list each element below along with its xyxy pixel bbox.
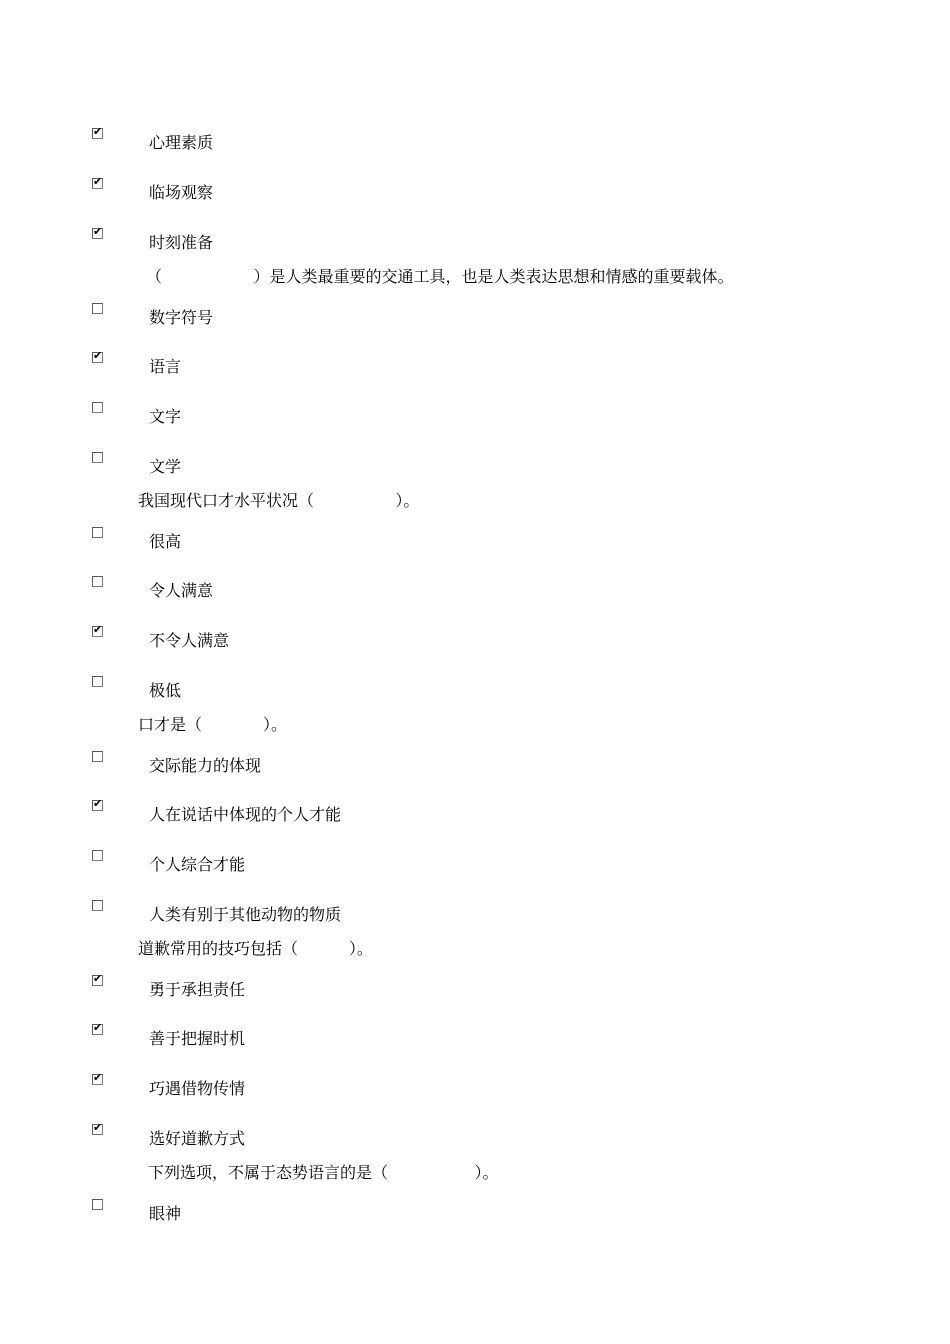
checkbox-unchecked-icon[interactable]	[92, 1199, 103, 1210]
question-text: 下列选项，不属于态势语言的是（ ）。	[148, 1163, 499, 1182]
option-label: 临场观察	[149, 183, 214, 202]
checkbox-checked-icon[interactable]: ✔	[93, 225, 103, 238]
checkbox-checked-icon[interactable]: ✔	[93, 1021, 103, 1034]
option-label: 不令人满意	[149, 631, 230, 650]
checkbox-unchecked-icon[interactable]	[92, 303, 103, 314]
option-row	[0, 1021, 900, 1054]
checkbox-checked-icon[interactable]: ✔	[93, 349, 103, 362]
option-label: 选好道歉方式	[149, 1129, 246, 1148]
option-label: 文字	[149, 407, 182, 426]
option-row	[0, 797, 900, 830]
question-text: （ ）是人类最重要的交通工具，也是人类表达思想和情感的重要载体。	[146, 267, 734, 286]
checkbox-checked-icon[interactable]: ✔	[93, 1121, 103, 1134]
option-label: 巧遇借物传情	[149, 1079, 246, 1098]
checkbox-unchecked-icon[interactable]	[92, 402, 103, 413]
option-row	[0, 850, 900, 880]
option-label: 勇于承担责任	[149, 980, 246, 999]
option-label: 令人满意	[149, 581, 214, 600]
option-row	[0, 1199, 900, 1229]
checkbox-checked-icon[interactable]: ✔	[93, 1071, 103, 1084]
question-text: 口才是（ ）。	[138, 715, 288, 734]
option-row	[0, 900, 900, 930]
option-row	[0, 576, 900, 606]
question-text: 道歉常用的技巧包括（ ）。	[138, 939, 373, 958]
option-label: 时刻准备	[149, 233, 214, 252]
option-label: 眼神	[149, 1204, 182, 1223]
option-row	[0, 125, 900, 158]
option-row	[0, 972, 900, 1005]
option-row	[0, 175, 900, 208]
checkbox-checked-icon[interactable]: ✔	[93, 175, 103, 188]
option-label: 善于把握时机	[149, 1029, 246, 1048]
option-row	[0, 303, 900, 333]
checkbox-checked-icon[interactable]: ✔	[93, 125, 103, 138]
option-label: 数字符号	[149, 308, 214, 327]
option-row	[0, 402, 900, 432]
option-row	[0, 623, 900, 656]
checkbox-checked-icon[interactable]: ✔	[93, 797, 103, 810]
checkbox-unchecked-icon[interactable]	[92, 751, 103, 762]
checkbox-checked-icon[interactable]: ✔	[93, 972, 103, 985]
question-text: 我国现代口才水平状况（ ）。	[138, 491, 420, 510]
option-row	[0, 452, 900, 482]
checkbox-unchecked-icon[interactable]	[92, 676, 103, 687]
option-label: 心理素质	[149, 133, 214, 152]
option-row	[0, 751, 900, 781]
checkbox-unchecked-icon[interactable]	[92, 576, 103, 587]
option-row	[0, 527, 900, 557]
checkbox-unchecked-icon[interactable]	[92, 850, 103, 861]
option-row	[0, 349, 900, 382]
checkbox-checked-icon[interactable]: ✔	[93, 623, 103, 636]
option-label: 很高	[149, 532, 182, 551]
checkbox-unchecked-icon[interactable]	[92, 452, 103, 463]
option-label: 个人综合才能	[149, 855, 246, 874]
option-row	[0, 225, 900, 258]
option-label: 文学	[149, 457, 182, 476]
option-label: 交际能力的体现	[149, 756, 262, 775]
checkbox-unchecked-icon[interactable]	[92, 527, 103, 538]
option-row	[0, 1121, 900, 1154]
option-label: 人在说话中体现的个人才能	[149, 805, 342, 824]
option-label: 人类有别于其他动物的物质	[149, 905, 342, 924]
option-label: 语言	[149, 357, 182, 376]
option-row	[0, 1071, 900, 1104]
option-row	[0, 676, 900, 706]
option-label: 极低	[149, 681, 182, 700]
checkbox-unchecked-icon[interactable]	[92, 900, 103, 911]
